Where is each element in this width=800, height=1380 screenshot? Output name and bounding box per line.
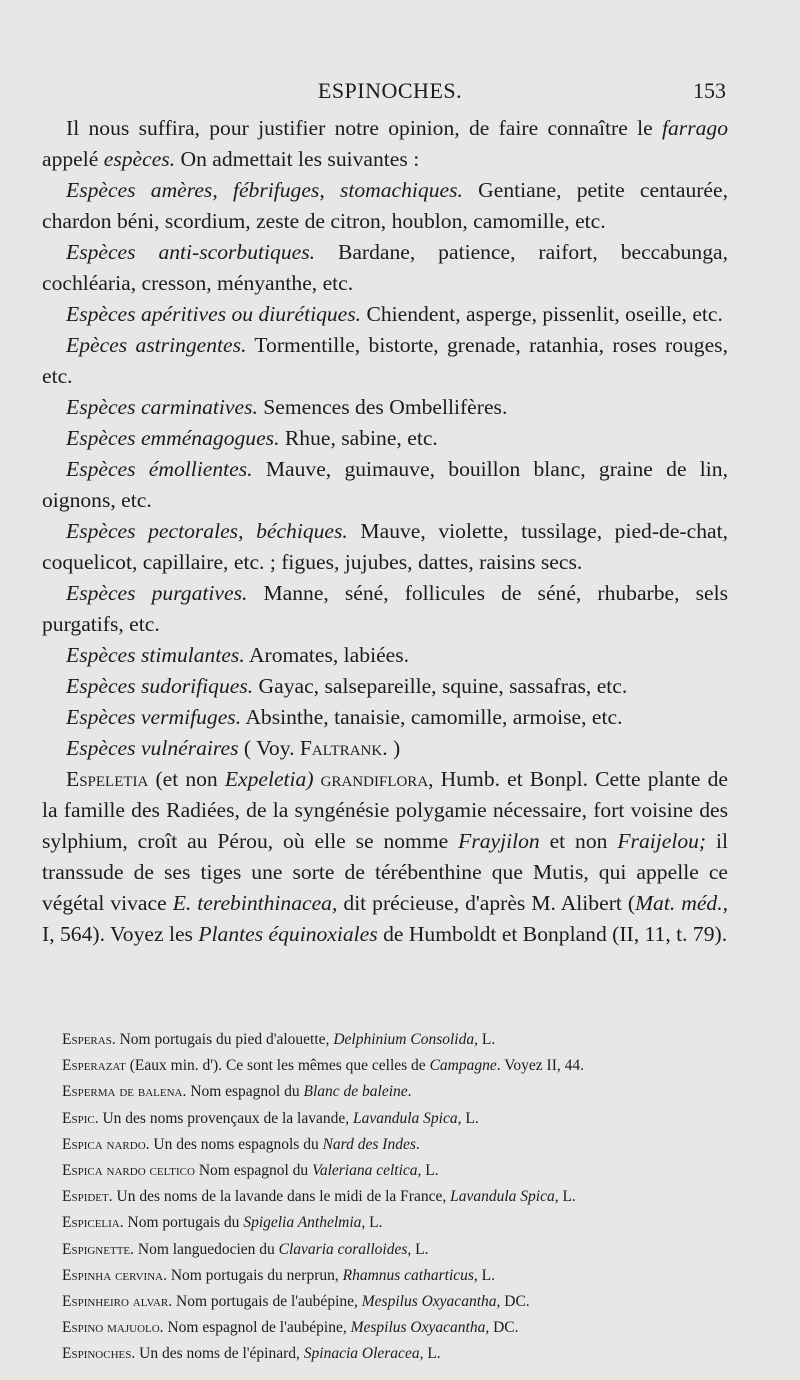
page-header <box>0 78 800 108</box>
species-text: ( Voy. <box>243 736 295 760</box>
entry-text: Nom portugais du <box>127 1214 240 1232</box>
entry-text: , L. <box>419 1345 441 1363</box>
entry-italic: E. terebinthinacea, <box>172 891 338 915</box>
species-entry <box>42 392 728 423</box>
species-name: Espèces anti-scorbutiques. <box>66 240 316 264</box>
entry-head: Espica nardo celtico <box>62 1162 195 1180</box>
entry-italic: Clavaria coralloides <box>278 1240 408 1258</box>
entry-text: , Humb. et Bonpl. Cette plante de la famille des Radiées, de la syngénésie polygamie nécessaire, fort voisine des sylphium, croît au Pérou, où elle se nomme <box>42 767 728 853</box>
species-text: Chiendent, asperge, pissenlit, oseille, etc. <box>366 302 723 326</box>
entry-text: , L. <box>361 1214 383 1232</box>
species-text: Semences des Ombellifères. <box>263 395 508 419</box>
species-name: Espèces vermifuges. <box>66 705 242 729</box>
entry-text: Un des noms provençaux de la lavande, <box>102 1109 350 1127</box>
short-entry <box>62 1053 752 1079</box>
species-name: Espèces emménagogues. <box>66 426 280 450</box>
species-name: Espèces amères, fébrifuges, stomachiques. <box>66 178 463 202</box>
entry-head: Esperas. <box>62 1031 116 1048</box>
entry-head: Espinheiro alvar. <box>62 1293 173 1311</box>
short-entry <box>62 1027 752 1053</box>
entry-italic: Expeletia) <box>224 767 314 791</box>
species-text: Absinthe, tanaisie, camomille, armoise, etc. <box>245 705 623 729</box>
short-entry <box>62 1106 752 1132</box>
species-entry <box>42 175 728 237</box>
entry-italic: Mespilus Oxyacantha <box>361 1293 497 1311</box>
short-entry <box>62 1184 752 1210</box>
intro-text: Il nous suffira, pour justifier notre opinion, de faire connaître le <box>66 116 653 140</box>
espeletia-entry <box>42 764 728 950</box>
entry-italic: Frayjilon <box>458 829 540 853</box>
entry-head: Espica nardo. <box>62 1135 150 1153</box>
entry-text: . <box>407 1083 412 1101</box>
species-entry <box>42 702 728 733</box>
short-entry <box>62 1237 752 1263</box>
species-name: Espèces apéritives ou diurétiques. <box>66 302 362 326</box>
entry-italic: Valeriana celtica <box>312 1162 418 1180</box>
entry-text: Un des noms de l'épinard, <box>139 1345 300 1363</box>
short-entry <box>62 1289 752 1315</box>
species-name: Espèces purgatives. <box>66 581 248 605</box>
intro-term: espèces. <box>103 147 176 171</box>
species-entry <box>42 671 728 702</box>
entry-italic: Spinacia Oleracea <box>303 1345 420 1363</box>
entry-head: Espinoches. <box>62 1345 136 1363</box>
entry-text: (Eaux min. d'). Ce sont les mêmes que celles de <box>129 1057 426 1075</box>
entry-text: . <box>415 1135 420 1153</box>
body-text <box>42 113 728 950</box>
entry-head: Esperazat <box>62 1057 126 1075</box>
species-entry <box>42 330 728 392</box>
species-name: Espèces carminatives. <box>66 395 258 419</box>
page-number: 153 <box>693 78 726 103</box>
short-entry <box>62 1079 752 1105</box>
intro-text: On admettait les suivantes : <box>180 147 420 171</box>
species-text: Bardane, patience, raifort, beccabunga, cochléaria, cresson, ményanthe, etc. <box>42 240 728 295</box>
entry-italic: Mat. méd., <box>635 891 729 915</box>
entry-head: Espicelia. <box>62 1214 124 1232</box>
entry-text: , L. <box>417 1162 439 1180</box>
short-entry <box>62 1132 752 1158</box>
entry-text: Un des noms de la lavande dans le midi de la France, <box>116 1188 447 1206</box>
entry-text: , L. <box>554 1188 576 1206</box>
entry-text: Un des noms espagnols du <box>153 1135 319 1153</box>
entry-text: Nom espagnol du <box>198 1162 309 1180</box>
entry-text: (et non <box>155 767 218 791</box>
intro-text: appelé <box>42 147 99 171</box>
species-name: Espèces émollientes. <box>66 457 253 481</box>
entry-text: de Humboldt et Bonpland (II, 11, t. 79). <box>383 922 728 946</box>
entry-italic: Blanc de baleine <box>303 1083 408 1101</box>
entry-head: Espic. <box>62 1109 99 1127</box>
entry-text: Nom portugais du nerprun, <box>170 1266 339 1284</box>
entry-italic: Lavandula Spica <box>352 1109 458 1127</box>
entry-text: , L. <box>457 1109 479 1127</box>
entry-text: Nom espagnol de l'aubépine, <box>167 1319 347 1337</box>
short-entry <box>62 1315 752 1341</box>
entry-text: , L. <box>474 1031 496 1048</box>
entry-text: , L. <box>473 1266 496 1284</box>
species-name: Espèces stimulantes. <box>66 643 245 667</box>
entry-italic: Fraijelou; <box>617 829 707 853</box>
species-entry <box>42 733 728 764</box>
species-text: . ) <box>382 736 401 760</box>
species-text: Mauve, violette, tussilage, pied-de-chat, coquelicot, capillaire, etc. ; figues, jujubes, dattes, raisins secs. <box>42 519 728 574</box>
species-name: Espèces pectorales, béchiques. <box>66 519 348 543</box>
species-entry <box>42 578 728 640</box>
entry-text: Nom portugais de l'aubépine, <box>176 1293 358 1311</box>
entry-head: Espinha cervina. <box>62 1266 167 1284</box>
intro-paragraph <box>42 113 728 175</box>
entry-italic: Campagne <box>429 1057 497 1075</box>
short-entry <box>62 1210 752 1236</box>
entry-italic: Nard des Indes <box>322 1135 416 1153</box>
species-text: Tormentille, bistorte, grenade, ratanhia, roses rouges, etc. <box>42 333 728 388</box>
entry-head: Espeletia <box>66 767 149 791</box>
species-entry <box>42 423 728 454</box>
entry-text: Nom languedocien du <box>137 1240 275 1258</box>
species-entry <box>42 299 728 330</box>
species-entry <box>42 640 728 671</box>
entry-italic: Lavandula Spica <box>450 1188 555 1206</box>
entry-italic: Rhamnus catharticus <box>342 1266 474 1284</box>
short-entry <box>62 1263 752 1289</box>
entry-text: Nom espagnol du <box>190 1083 300 1101</box>
species-name: Epèces astringentes. <box>66 333 247 357</box>
entry-text: il transsude de ses tiges une sorte de térébenthine que Mutis, qui appelle ce végétal vivace <box>42 829 728 915</box>
entry-text: . Voyez II, 44. <box>496 1057 584 1075</box>
entry-head: Espino majuolo. <box>62 1319 164 1337</box>
species-entry <box>42 516 728 578</box>
entry-italic: Plantes équinoxiales <box>198 922 378 946</box>
species-name: Espèces sudorifiques. <box>66 674 254 698</box>
running-title: ESPINOCHES. <box>317 78 463 103</box>
species-text: Manne, séné, follicules de séné, rhubarbe, sels purgatifs, etc. <box>42 581 728 636</box>
intro-term: farrago <box>662 116 728 140</box>
entry-head: grandiflora <box>320 767 429 791</box>
species-text: Rhue, sabine, etc. <box>284 426 438 450</box>
entry-head: Esperma de balena. <box>62 1083 187 1101</box>
entry-italic: Spigelia Anthelmia <box>243 1214 362 1232</box>
entry-text: I, 564). Voyez les <box>42 922 193 946</box>
cross-reference: Faltrank <box>299 736 383 760</box>
entry-head: Espignette. <box>62 1240 135 1258</box>
entry-text: Nom portugais du pied d'alouette, <box>119 1031 330 1048</box>
species-text: Gentiane, petite centaurée, chardon béni, scordium, zeste de citron, houblon, camomille, etc. <box>42 178 728 233</box>
species-entry <box>42 237 728 299</box>
entry-text: dit précieuse, d'après M. Alibert ( <box>343 891 636 915</box>
entry-italic: Delphinium Consolida <box>333 1031 475 1048</box>
species-text: Mauve, guimauve, bouillon blanc, graine de lin, oignons, etc. <box>42 457 728 512</box>
entry-head: Espidet. <box>62 1188 113 1206</box>
entry-text: et non <box>549 829 608 853</box>
species-name: Espèces vulnéraires <box>66 736 239 760</box>
short-entries <box>62 1027 752 1368</box>
short-entry <box>62 1341 752 1367</box>
entry-text: , DC. <box>496 1293 530 1311</box>
species-text: Gayac, salsepareille, squine, sassafras, etc. <box>258 674 628 698</box>
species-entry <box>42 454 728 516</box>
entry-italic: Mespilus Oxyacantha <box>350 1319 486 1337</box>
short-entry <box>62 1158 752 1184</box>
species-text: Aromates, labiées. <box>248 643 410 667</box>
entry-text: , L. <box>407 1240 429 1258</box>
entry-text: , DC. <box>485 1319 519 1337</box>
